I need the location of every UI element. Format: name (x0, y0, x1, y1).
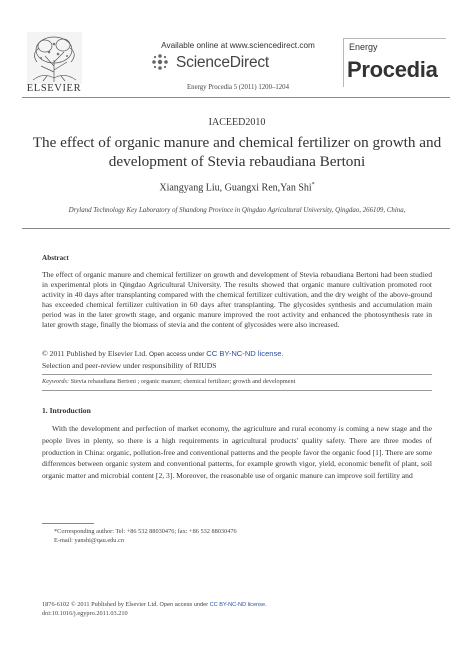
header-divider (22, 97, 450, 98)
available-online-text[interactable]: Available online at www.sciencedirect.com (161, 41, 315, 50)
corresponding-author-contact: *Corresponding author: Tel: +86 532 88030476; fax: +86 532 88030476 (54, 528, 237, 535)
footer-issn-line (42, 601, 432, 610)
license-link[interactable]: CC BY-NC-ND license. (206, 349, 284, 358)
sciencedirect-dots-icon (150, 52, 170, 72)
keywords-top-divider (42, 374, 432, 375)
abstract-heading: Abstract (42, 254, 69, 262)
page-footer (42, 601, 432, 618)
open-access-text: Open access under (148, 351, 205, 358)
footer-issn: 1876-6102 © 2011 Published by Elsevier Ltd. (42, 601, 158, 608)
keywords-line (42, 378, 432, 385)
sciencedirect-wordmark: ScienceDirect (176, 54, 270, 71)
title-divider (22, 228, 450, 229)
corresponding-author-mark: * (311, 182, 315, 188)
copyright-line (42, 349, 432, 358)
footer-open-access: Open access under (159, 602, 209, 608)
abstract-text: The effect of organic manure and chemical fertilizer on growth and development of Stevia rebaudiana Bertoni had been studied in experimental plots in Qingdao Agricultural University. The results showed that organic manure cultivation promoted root activity in 40 days after transplanting compared with the chemical fertilizer cultivation, and the dry weight of the above-ground has exceeded chemical fertilizer cultivation in 60 days after transplanting. The glycosides synthesis and accumulation main period was in the later growth stage, and organic manure improved the root activity and enhanced the photosynthesis rate in later growth stage, finally the biomass of stevia and the content of glycosides were also increased. (42, 270, 432, 329)
footnote-divider (42, 523, 94, 524)
copyright-text: © 2011 Published by Elsevier Ltd. (42, 349, 148, 358)
author-affiliation: Dryland Technology Key Laboratory of Shandong Province in Qingdao Agricultural University, Qingdao, 266109, China, (68, 207, 406, 214)
elsevier-tree-logo (27, 32, 82, 84)
footer-doi[interactable]: doi:10.1016/j.egypro.2011.03.210 (42, 609, 128, 617)
author-list (0, 182, 474, 193)
peer-review-note: Selection and peer-review under responsibility of RIUDS (42, 361, 217, 370)
author-names: Xiangyang Liu, Guangxi Ren,Yan Shi (159, 182, 312, 194)
journal-subject: Energy (349, 42, 378, 52)
journal-title: Procedia (347, 57, 438, 82)
corresponding-author-email[interactable]: E-mail: yanshi@qau.edu.cn (54, 537, 124, 545)
footer-license-link[interactable]: CC BY-NC-ND license. (209, 602, 267, 608)
publisher-name: ELSEVIER (26, 83, 82, 94)
keywords-text: Stevia rebaudiana Bertoni ; organic manure; chemical fertilizer; growth and development (70, 378, 296, 385)
introduction-text: With the development and perfection of market economy, the agriculture and rural economy is coming a new stage and the people lives in plenty, so there is a high requirements in agricultural products' quality safety. There are three modes of production in China: organic, pollution-free and conventional patterns and the people favor the organic food [1]. There are some differences between organic system and conventional patterns, for example growth vigor, yield, economic benefit of plant, soil organic matter and microbial content [2, 3]. Moreover, the reasonable use of organic manure can improve soil fertility and (42, 424, 432, 481)
article-title: The effect of organic manure and chemical fertilizer on growth and development of Stevia rebaudiana Bertoni (32, 134, 442, 170)
journal-reference: Energy Procedia 5 (2011) 1200–1204 (187, 84, 289, 91)
keywords-label: Keywords: (42, 378, 70, 385)
conference-name: IACEED2010 (208, 117, 266, 128)
introduction-heading: 1. Introduction (42, 406, 91, 415)
footnote (54, 527, 424, 545)
keywords-bottom-divider (42, 390, 432, 391)
